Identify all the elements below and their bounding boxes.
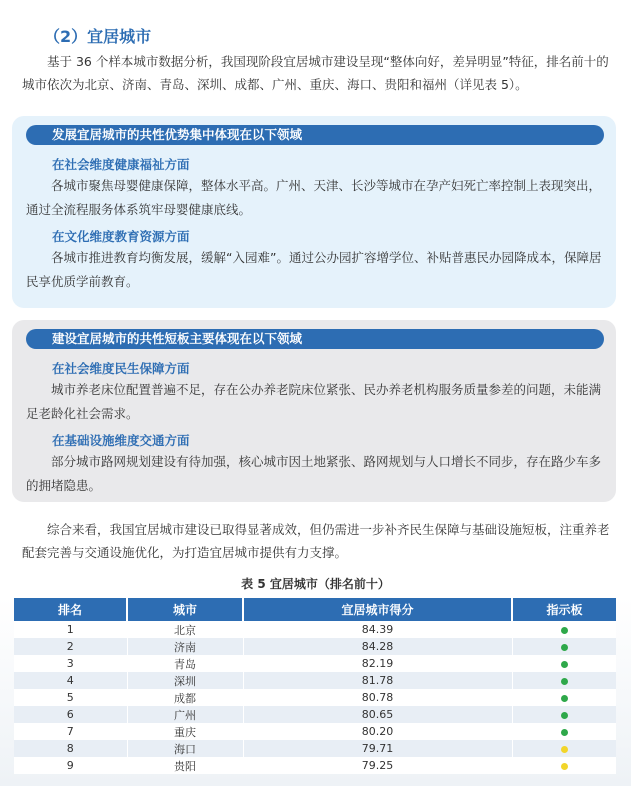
cell-indicator [512,706,616,723]
advantages-box [12,116,616,308]
cell-indicator [512,757,616,774]
ranking-table [14,598,616,774]
cell-indicator [512,740,616,757]
advantage-text-health: 各城市聚焦母婴健康保障，整体水平高。广州、天津、长沙等城市在孕产妇死亡率控制上表现突出，通过全流程服务体系筑牢母婴健康底线。 [26,178,602,217]
cell-score: 80.78 [243,689,512,706]
cell-score: 80.65 [243,706,512,723]
cell-city: 海口 [127,740,243,757]
cell-score: 84.39 [243,621,512,638]
shortcomings-header: 建设宜居城市的共性短板主要体现在以下领域 [26,329,604,349]
cell-score: 80.20 [243,723,512,740]
table-row [14,706,616,723]
header-city: 城市 [127,598,243,621]
cell-rank: 6 [14,706,127,723]
status-dot-icon [561,627,568,634]
cell-city: 北京 [127,621,243,638]
cell-city: 成都 [127,689,243,706]
table-row [14,638,616,655]
cell-indicator [512,655,616,672]
intro-paragraph: 基于 36 个样本城市数据分析，我国现阶段宜居城市建设呈现“整体向好，差异明显”特征，排名前十的城市依次为北京、济南、青岛、深圳、成都、广州、重庆、海口、贵阳和福州（详见表 5）。 [22,54,609,92]
header-score: 宜居城市得分 [243,598,512,621]
cell-rank: 7 [14,723,127,740]
cell-indicator [512,638,616,655]
header-rank: 排名 [14,598,127,621]
shortcomings-box [12,320,616,502]
cell-indicator [512,723,616,740]
table-header-row [14,598,616,621]
cell-rank: 1 [14,621,127,638]
cell-score: 81.78 [243,672,512,689]
cell-indicator [512,672,616,689]
section-title: （2）宜居城市 [44,27,152,46]
cell-city: 深圳 [127,672,243,689]
status-dot-icon [561,678,568,685]
shortcoming-text-welfare: 城市养老床位配置普遍不足，存在公办养老院床位紧张、民办养老机构服务质量参差的问题，未能满足老龄化社会需求。 [26,382,602,421]
shortcoming-heading-transport: 在基础设施维度交通方面 [52,433,190,448]
cell-city: 广州 [127,706,243,723]
status-dot-icon [561,661,568,668]
header-indicator: 指示板 [512,598,616,621]
table-body [14,621,616,774]
cell-score: 84.28 [243,638,512,655]
status-dot-icon [561,712,568,719]
advantage-text-education: 各城市推进教育均衡发展，缓解“入园难”。通过公办园扩容增学位、补贴普惠民办园降成本，保障居民享优质学前教育。 [26,250,602,289]
shortcoming-text-transport: 部分城市路网规划建设有待加强，核心城市因土地紧张、路网规划与人口增长不同步，存在路少车多的拥堵隐患。 [26,454,602,493]
cell-indicator [512,621,616,638]
status-dot-icon [561,695,568,702]
cell-city: 重庆 [127,723,243,740]
summary-paragraph: 综合来看，我国宜居城市建设已取得显著成效，但仍需进一步补齐民生保障与基础设施短板，注重养老配套完善与交通设施优化，为打造宜居城市提供有力支撑。 [22,522,610,560]
table-row [14,672,616,689]
table-row [14,723,616,740]
cell-rank: 9 [14,757,127,774]
table-row [14,740,616,757]
cell-score: 79.25 [243,757,512,774]
table-row [14,655,616,672]
cell-rank: 8 [14,740,127,757]
status-dot-icon [561,644,568,651]
cell-city: 贵阳 [127,757,243,774]
table-row [14,621,616,638]
cell-rank: 2 [14,638,127,655]
cell-rank: 3 [14,655,127,672]
shortcoming-heading-welfare: 在社会维度民生保障方面 [52,361,190,376]
cell-city: 青岛 [127,655,243,672]
cell-city: 济南 [127,638,243,655]
cell-indicator [512,689,616,706]
cell-rank: 5 [14,689,127,706]
cell-score: 79.71 [243,740,512,757]
cell-rank: 4 [14,672,127,689]
status-dot-icon [561,746,568,753]
advantage-heading-education: 在文化维度教育资源方面 [52,229,190,244]
advantages-header: 发展宜居城市的共性优势集中体现在以下领域 [26,125,604,145]
table-row [14,689,616,706]
cell-score: 82.19 [243,655,512,672]
table-caption: 表 5 宜居城市（排名前十） [241,577,390,591]
advantage-heading-health: 在社会维度健康福祉方面 [52,157,190,172]
status-dot-icon [561,729,568,736]
status-dot-icon [561,763,568,770]
table-row [14,757,616,774]
